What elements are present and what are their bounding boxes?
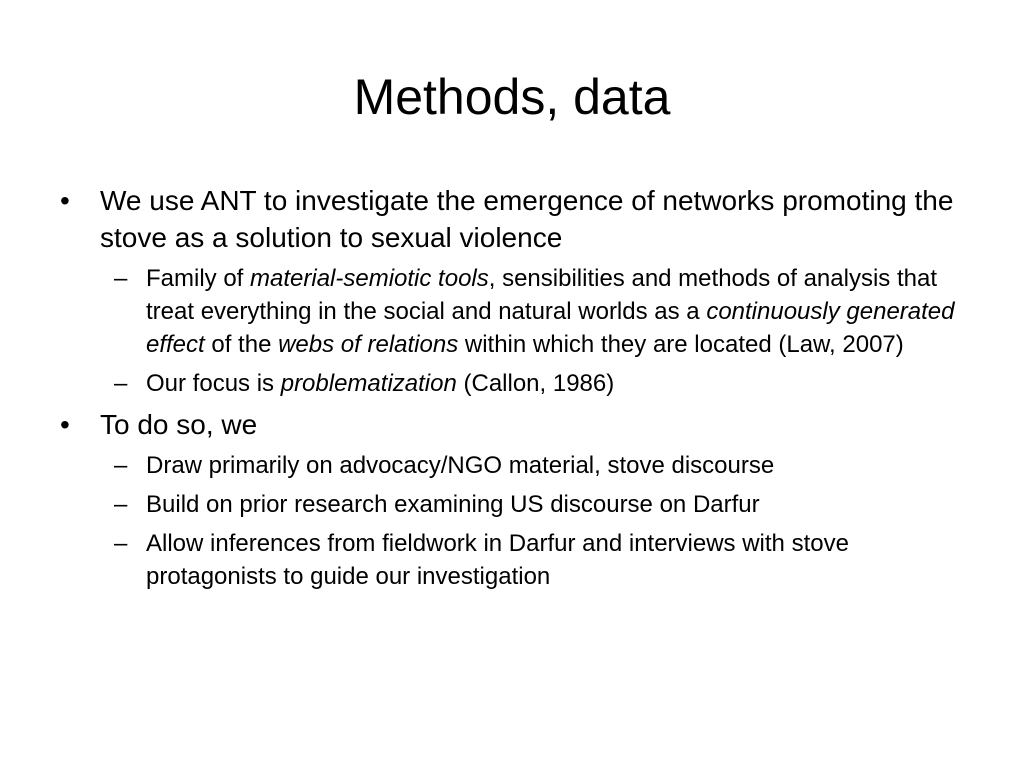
dash-marker: – <box>114 452 128 479</box>
text-run: of the <box>204 331 279 358</box>
italic-text-run: continuously generated effect <box>146 298 955 358</box>
text-run: Our focus is <box>146 370 281 397</box>
sub-bullet-text <box>146 370 614 397</box>
dash-marker: – <box>114 491 128 518</box>
sub-bullet-text <box>146 265 955 358</box>
dash-marker: – <box>114 370 128 397</box>
italic-text-run: problematization <box>280 370 457 397</box>
sub-bullet-item <box>56 449 976 482</box>
italic-text-run: webs of relations <box>278 331 459 358</box>
text-run: , sensibilities and methods of analysis that treat everything in the social and natural worlds as a <box>146 265 937 325</box>
italic-text-run: material-semiotic tools <box>250 265 489 292</box>
bullet-text: We use ANT to investigate the emergence of networks promoting the stove as a solution to sexual violence <box>100 185 954 253</box>
sub-bullet-item <box>56 527 976 593</box>
sub-bullet-text: Draw primarily on advocacy/NGO material, stove discourse <box>146 452 775 479</box>
sub-bullet-item <box>56 367 976 400</box>
bullet-text: To do so, we <box>100 409 258 440</box>
bullet-item <box>56 182 976 256</box>
bullet-item <box>56 406 976 443</box>
dash-marker: – <box>114 265 128 292</box>
slide-title: Methods, data <box>353 69 671 125</box>
sub-bullet-item <box>56 488 976 521</box>
text-run: (Callon, 1986) <box>456 370 615 397</box>
dash-marker: – <box>114 530 128 557</box>
text-run: Family of <box>146 265 251 292</box>
slide-body <box>56 182 976 599</box>
sub-bullet-item <box>56 262 976 361</box>
bullet-marker: • <box>60 409 70 440</box>
bullet-marker: • <box>60 185 70 216</box>
sub-bullet-text: Allow inferences from fieldwork in Darfur and interviews with stove protagonists to guide our investigation <box>146 530 849 590</box>
sub-bullet-text: Build on prior research examining US discourse on Darfur <box>146 491 760 518</box>
text-run: within which they are located (Law, 2007) <box>458 331 904 358</box>
